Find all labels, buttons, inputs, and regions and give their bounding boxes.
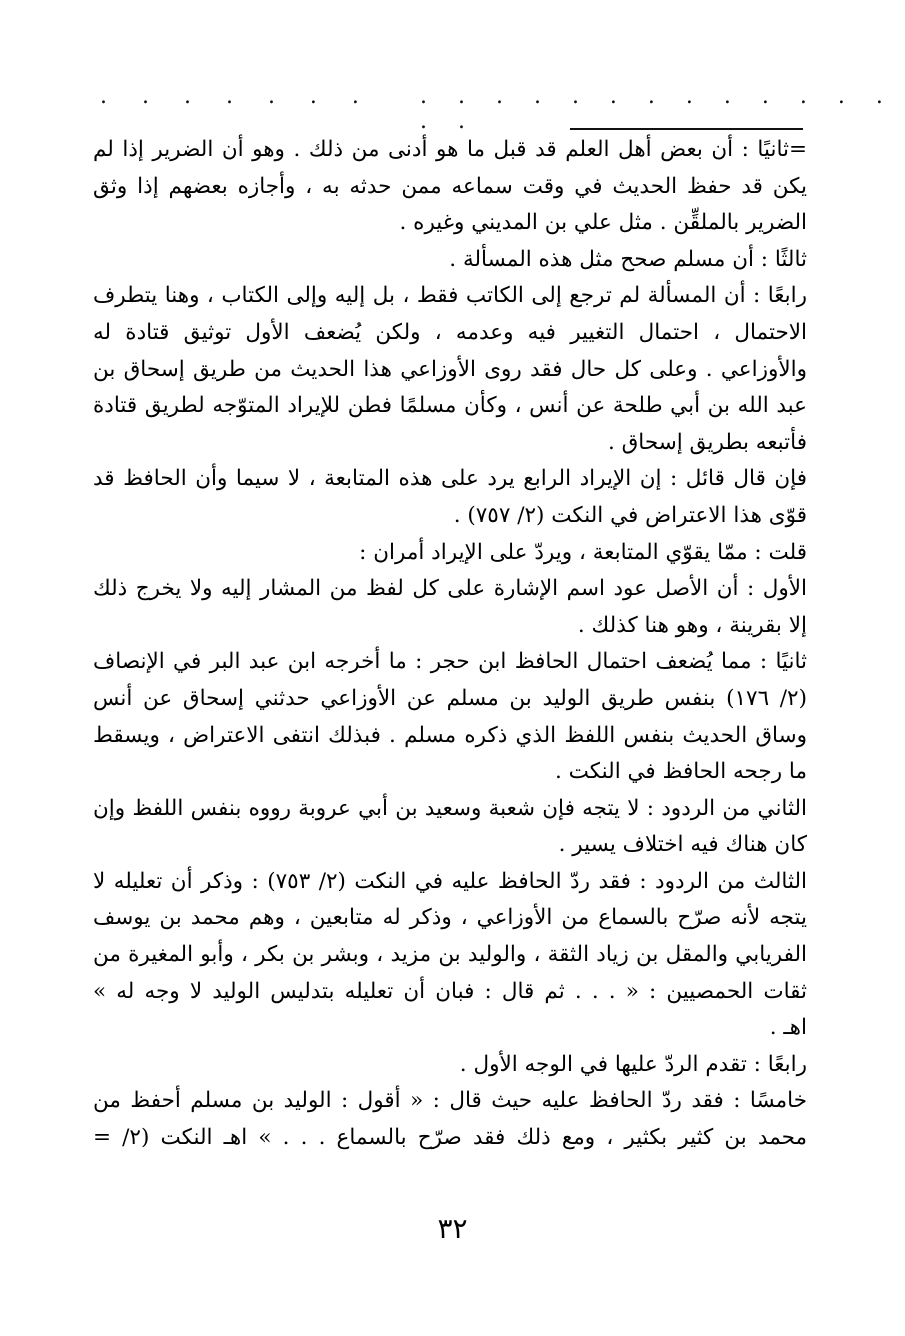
text-line: وساق الحديث بنفس اللفظ الذي ذكره مسلم . فبذلك انتفى الاعتراض ، ويسقط	[93, 722, 807, 748]
footnote-separator-rule	[570, 128, 803, 130]
text-line: (٢/ ١٧٦) بنفس طريق الوليد بن مسلم عن الأوزاعي حدثني إسحاق عن أنس	[93, 685, 807, 711]
text-line: ما رجحه الحافظ في النكت .	[555, 759, 807, 785]
text-line: الضرير بالملقِّن . مثل علي بن المديني وغيره .	[399, 210, 807, 236]
header-dots	[0, 84, 905, 134]
footnote-text-block	[93, 132, 807, 1157]
text-line: إلا بقرينة ، وهو هنا كذلك .	[577, 612, 807, 638]
text-line: =ثانيًا : أن بعض أهل العلم قد قبل ما هو أدنى من ذلك . وهو أن الضرير إذا لم	[93, 137, 807, 162]
text-line: خامسًا : فقد ردّ الحافظ عليه حيث قال : « أقول : الوليد بن مسلم أحفظ من	[93, 1088, 807, 1114]
text-line: يكن قد حفظ الحديث في وقت سماعه ممن حدثه به ، وأجازه بعضهم إذا وثق	[93, 173, 807, 199]
text-line: يتجه لأنه صرّح بالسماع من الأوزاعي ، وذكر له متابعين ، وهم محمد بن يوسف	[93, 905, 807, 931]
text-line: ثقات الحمصيين : « . . . ثم قال : فبان أن تعليله بتدليس الوليد لا وجه له »	[93, 978, 807, 1004]
text-line: ثالثًا : أن مسلم صحح مثل هذه المسألة .	[449, 246, 807, 272]
text-line: قوّى هذا الاعتراض في النكت (٢/ ٧٥٧) .	[453, 502, 807, 528]
text-line: فإن قال قائل : إن الإيراد الرابع يرد على هذه المتابعة ، لا سيما وأن الحافظ قد	[93, 466, 807, 492]
text-line: كان هناك فيه اختلاف يسير .	[558, 832, 807, 858]
text-line: قلت : ممّا يقوّي المتابعة ، ويردّ على الإيراد أمران :	[359, 539, 807, 565]
text-line: الفريابي والمقل بن زياد الثقة ، والوليد بن مزيد ، وبشر بن بكر ، وأبو المغيرة من	[93, 942, 807, 968]
header-dots-right: . . . . . . . . . . . . . . .	[420, 84, 895, 134]
text-line: محمد بن كثير بكثير ، ومع ذلك فقد صرّح بالسماع . . . » اهـ النكت (٢/ =	[93, 1125, 807, 1151]
header-dots-left: . . . . . . .	[100, 84, 373, 109]
text-line: رابعًا : أن المسألة لم ترجع إلى الكاتب فقط ، بل إليه وإلى الكتاب ، وهنا يتطرف	[93, 283, 807, 309]
text-line: الثالث من الردود : فقد ردّ الحافظ عليه في النكت (٢/ ٧٥٣) : وذكر أن تعليله لا	[93, 868, 807, 894]
text-line: الاحتمال ، احتمال التغيير فيه وعدمه ، ولكن يُضعف الأول توثيق قتادة له	[93, 319, 807, 345]
text-line: والأوزاعي . وعلى كل حال فقد روى الأوزاعي هذا الحديث من طريق إسحاق بن	[93, 356, 807, 382]
text-line: الثاني من الردود : لا يتجه فإن شعبة وسعيد بن أبي عروبة رووه بنفس اللفظ وإن	[93, 795, 807, 821]
text-line: عبد الله بن أبي طلحة عن أنس ، وكأن مسلمًا فطن للإيراد المتوّجه لطريق قتادة	[93, 393, 807, 419]
text-line: رابعًا : تقدم الردّ عليها في الوجه الأول .	[459, 1051, 807, 1077]
text-line: فأتبعه بطريق إسحاق .	[607, 429, 807, 455]
page-number: ٣٢	[437, 1212, 468, 1245]
text-line: الأول : أن الأصل عود اسم الإشارة على كل لفظ من المشار إليه ولا يخرج ذلك	[93, 576, 807, 602]
text-line: ثانيًا : مما يُضعف احتمال الحافظ ابن حجر : ما أخرجه ابن عبد البر في الإنصاف	[93, 649, 807, 675]
text-line: اهـ .	[769, 1015, 807, 1041]
